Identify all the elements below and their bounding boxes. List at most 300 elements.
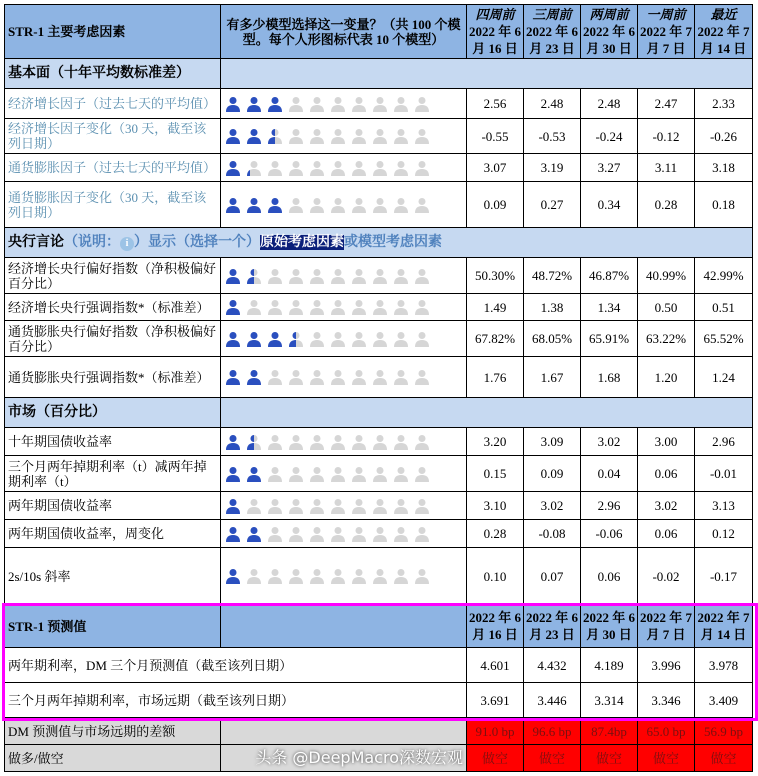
person-icon bbox=[226, 299, 240, 315]
value-cell: 1.20 bbox=[638, 357, 695, 398]
person-icon bbox=[394, 96, 408, 112]
person-icon bbox=[247, 96, 261, 112]
person-icon bbox=[289, 526, 303, 542]
factor-row bbox=[5, 548, 753, 605]
value-cell: 3.19 bbox=[524, 154, 581, 182]
section-header bbox=[5, 398, 753, 428]
model-count-icons bbox=[224, 526, 463, 542]
note-text: ）显示（选择一个） bbox=[134, 234, 260, 250]
date-label: 2022 年 6 月 30 日 bbox=[582, 24, 635, 56]
value-cell: 2.48 bbox=[581, 89, 638, 119]
value-cell: -0.12 bbox=[638, 119, 695, 154]
value-cell: 0.10 bbox=[467, 548, 524, 605]
person-icon bbox=[268, 331, 282, 347]
value-cell: 48.72% bbox=[524, 258, 581, 294]
person-icon bbox=[352, 498, 366, 514]
week-label: 两周前 bbox=[589, 7, 629, 22]
summary-value: 做空 bbox=[638, 745, 695, 772]
factor-table bbox=[4, 4, 753, 772]
person-icon bbox=[373, 197, 387, 213]
person-icon bbox=[394, 526, 408, 542]
person-icon bbox=[373, 526, 387, 542]
raw-factors-option[interactable]: 原始考虑因素 bbox=[260, 234, 344, 250]
section-title-cell bbox=[5, 228, 753, 258]
person-icon bbox=[331, 96, 345, 112]
value-cell: 3.02 bbox=[581, 428, 638, 456]
person-icon bbox=[331, 526, 345, 542]
person-icon bbox=[415, 466, 429, 482]
date-label: 2022 年 6 月 16 日 bbox=[468, 24, 521, 56]
person-icon bbox=[310, 128, 324, 144]
forecast-value: 3.996 bbox=[638, 648, 695, 683]
model-count-icons bbox=[224, 299, 463, 315]
person-icon bbox=[373, 568, 387, 584]
model-count-cell bbox=[221, 492, 467, 520]
forecast-date: 2022 年 6 月 16 日 bbox=[467, 605, 524, 648]
factor-label: 经济增长因子（过去七天的平均值） bbox=[5, 89, 221, 119]
value-cell: 0.06 bbox=[581, 548, 638, 605]
column-header bbox=[581, 5, 638, 59]
model-count-cell bbox=[221, 548, 467, 605]
person-icon bbox=[310, 96, 324, 112]
value-cell: 65.52% bbox=[695, 321, 753, 357]
person-icon bbox=[226, 268, 240, 284]
person-icon bbox=[247, 128, 261, 144]
value-cell: 0.18 bbox=[695, 182, 753, 228]
header-title: STR-1 主要考虑因素 bbox=[5, 5, 221, 59]
factor-label: 两年期国债收益率 bbox=[5, 492, 221, 520]
date-label: 2022 年 6 月 23 日 bbox=[525, 24, 578, 56]
value-cell: -0.06 bbox=[581, 520, 638, 548]
model-count-cell bbox=[221, 154, 467, 182]
value-cell: -0.53 bbox=[524, 119, 581, 154]
value-cell: 1.24 bbox=[695, 357, 753, 398]
person-icon bbox=[247, 526, 261, 542]
section-title: 市场（百分比） bbox=[5, 398, 221, 428]
value-cell: 3.00 bbox=[638, 428, 695, 456]
person-icon bbox=[373, 498, 387, 514]
person-icon bbox=[247, 466, 261, 482]
value-cell: 3.11 bbox=[638, 154, 695, 182]
factor-label: 通货膨胀因子变化（30 天，截至该列日期） bbox=[5, 182, 221, 228]
person-icon bbox=[415, 526, 429, 542]
person-icon bbox=[331, 331, 345, 347]
header-row bbox=[5, 5, 753, 59]
person-icon bbox=[373, 466, 387, 482]
person-icon bbox=[268, 299, 282, 315]
person-icon bbox=[268, 434, 282, 450]
person-icon bbox=[289, 197, 303, 213]
summary-label: 做多/做空 bbox=[5, 745, 221, 772]
forecast-value: 4.601 bbox=[467, 648, 524, 683]
forecast-label: 三个月两年掉期利率，市场远期（截至该列日期） bbox=[5, 683, 467, 718]
person-icon bbox=[394, 268, 408, 284]
model-count-cell bbox=[221, 89, 467, 119]
person-icon bbox=[289, 369, 303, 385]
week-label: 四周前 bbox=[475, 7, 515, 22]
value-cell: 67.82% bbox=[467, 321, 524, 357]
value-cell: 1.38 bbox=[524, 294, 581, 321]
person-icon bbox=[268, 466, 282, 482]
model-count-cell bbox=[221, 294, 467, 321]
person-icon bbox=[394, 160, 408, 176]
summary-filler bbox=[221, 718, 467, 745]
person-icon bbox=[226, 498, 240, 514]
forecast-value: 3.446 bbox=[524, 683, 581, 718]
person-icon bbox=[352, 299, 366, 315]
summary-label: DM 预测值与市场远期的差额 bbox=[5, 718, 221, 745]
forecast-value: 4.432 bbox=[524, 648, 581, 683]
person-icon bbox=[289, 434, 303, 450]
person-icon bbox=[268, 268, 282, 284]
value-cell: 0.28 bbox=[467, 520, 524, 548]
factor-row bbox=[5, 89, 753, 119]
factor-row bbox=[5, 258, 753, 294]
forecast-title: STR-1 预测值 bbox=[5, 605, 221, 648]
forecast-value: 3.314 bbox=[581, 683, 638, 718]
value-cell: 2.96 bbox=[581, 492, 638, 520]
value-cell: 42.99% bbox=[695, 258, 753, 294]
person-icon bbox=[352, 466, 366, 482]
value-cell: 0.09 bbox=[467, 182, 524, 228]
factor-row bbox=[5, 119, 753, 154]
person-icon bbox=[289, 160, 303, 176]
forecast-row bbox=[5, 648, 753, 683]
value-cell: 2.47 bbox=[638, 89, 695, 119]
model-count-cell bbox=[221, 456, 467, 492]
value-cell: 40.99% bbox=[638, 258, 695, 294]
factor-label: 经济增长因子变化（30 天，截至该列日期） bbox=[5, 119, 221, 154]
forecast-row bbox=[5, 683, 753, 718]
week-label: 三周前 bbox=[532, 7, 572, 22]
value-cell: 3.20 bbox=[467, 428, 524, 456]
person-icon bbox=[415, 197, 429, 213]
person-icon bbox=[415, 268, 429, 284]
model-count-icons bbox=[224, 466, 463, 482]
value-cell: 46.87% bbox=[581, 258, 638, 294]
person-icon bbox=[331, 128, 345, 144]
summary-value: 87.4bp bbox=[581, 718, 638, 745]
value-cell: 65.91% bbox=[581, 321, 638, 357]
person-icon bbox=[247, 369, 261, 385]
value-cell: 3.09 bbox=[524, 428, 581, 456]
person-icon bbox=[394, 128, 408, 144]
model-count-cell bbox=[221, 357, 467, 398]
person-icon bbox=[352, 568, 366, 584]
person-icon bbox=[268, 498, 282, 514]
value-cell: 0.04 bbox=[581, 456, 638, 492]
person-icon bbox=[394, 498, 408, 514]
factor-label: 2s/10s 斜率 bbox=[5, 548, 221, 605]
person-icon bbox=[268, 128, 282, 144]
watermark: 头条 @DeepMacro深数宏观 bbox=[255, 748, 463, 767]
value-cell: 3.13 bbox=[695, 492, 753, 520]
model-count-cell bbox=[221, 428, 467, 456]
person-icon bbox=[226, 197, 240, 213]
summary-value: 做空 bbox=[467, 745, 524, 772]
value-cell: 0.34 bbox=[581, 182, 638, 228]
summary-value: 65.0 bp bbox=[638, 718, 695, 745]
date-label: 2022 年 7 月 7 日 bbox=[639, 24, 692, 56]
person-icon bbox=[415, 568, 429, 584]
person-icon bbox=[331, 498, 345, 514]
value-cell: 2.96 bbox=[695, 428, 753, 456]
person-icon bbox=[352, 331, 366, 347]
person-icon bbox=[310, 369, 324, 385]
summary-row bbox=[5, 718, 753, 745]
person-icon bbox=[352, 369, 366, 385]
model-count-icons bbox=[224, 331, 463, 347]
week-label: 一周前 bbox=[646, 7, 686, 22]
forecast-value: 4.189 bbox=[581, 648, 638, 683]
person-icon bbox=[331, 197, 345, 213]
person-icon bbox=[268, 369, 282, 385]
section-filler bbox=[221, 59, 753, 89]
factor-label: 经济增长央行强调指数*（标准差） bbox=[5, 294, 221, 321]
date-label: 2022 年 7 月 14 日 bbox=[697, 24, 750, 56]
person-icon bbox=[268, 160, 282, 176]
week-label: 最近 bbox=[710, 7, 737, 22]
value-cell: 63.22% bbox=[638, 321, 695, 357]
forecast-value: 3.691 bbox=[467, 683, 524, 718]
factor-label: 通货膨胀因子（过去七天的平均值） bbox=[5, 154, 221, 182]
value-cell: 0.06 bbox=[638, 456, 695, 492]
person-icon bbox=[268, 96, 282, 112]
value-cell: 3.07 bbox=[467, 154, 524, 182]
value-cell: -0.24 bbox=[581, 119, 638, 154]
forecast-label: 两年期利率，DM 三个月预测值（截至该列日期） bbox=[5, 648, 467, 683]
factor-row bbox=[5, 321, 753, 357]
value-cell: -0.26 bbox=[695, 119, 753, 154]
forecast-date: 2022 年 6 月 23 日 bbox=[524, 605, 581, 648]
column-header bbox=[524, 5, 581, 59]
person-icon bbox=[226, 466, 240, 482]
value-cell: 1.34 bbox=[581, 294, 638, 321]
section-header bbox=[5, 228, 753, 258]
person-icon bbox=[373, 331, 387, 347]
model-count-icons bbox=[224, 369, 463, 385]
person-icon bbox=[226, 96, 240, 112]
model-count-cell bbox=[221, 119, 467, 154]
value-cell: 3.27 bbox=[581, 154, 638, 182]
column-header bbox=[695, 5, 753, 59]
person-icon bbox=[268, 568, 282, 584]
factor-row bbox=[5, 154, 753, 182]
person-icon bbox=[352, 526, 366, 542]
person-icon bbox=[247, 434, 261, 450]
forecast-value: 3.346 bbox=[638, 683, 695, 718]
summary-value: 做空 bbox=[581, 745, 638, 772]
person-icon bbox=[352, 197, 366, 213]
person-icon bbox=[352, 434, 366, 450]
person-icon bbox=[415, 498, 429, 514]
person-icon bbox=[289, 299, 303, 315]
section-title: 央行言论 bbox=[8, 234, 64, 250]
person-icon bbox=[373, 268, 387, 284]
value-cell: 50.30% bbox=[467, 258, 524, 294]
model-count-cell bbox=[221, 258, 467, 294]
person-icon bbox=[310, 526, 324, 542]
person-icon bbox=[352, 96, 366, 112]
person-icon bbox=[310, 466, 324, 482]
forecast-value: 3.409 bbox=[695, 683, 753, 718]
person-icon bbox=[310, 268, 324, 284]
person-icon bbox=[394, 369, 408, 385]
person-icon bbox=[289, 498, 303, 514]
person-icon bbox=[310, 331, 324, 347]
forecast-date: 2022 年 6 月 30 日 bbox=[581, 605, 638, 648]
note-text: （说明： bbox=[64, 234, 120, 250]
person-icon bbox=[289, 268, 303, 284]
section-title: 基本面（十年平均数标准差） bbox=[5, 59, 221, 89]
summary-value: 56.9 bp bbox=[695, 718, 753, 745]
value-cell: 0.51 bbox=[695, 294, 753, 321]
column-header bbox=[638, 5, 695, 59]
models-question: 有多少模型选择这一变量？（共 100 个模型。每个人形图标代表 10 个模型） bbox=[221, 5, 467, 59]
person-icon bbox=[289, 331, 303, 347]
forecast-filler bbox=[221, 605, 467, 648]
factor-row bbox=[5, 456, 753, 492]
person-icon bbox=[247, 299, 261, 315]
person-icon bbox=[310, 299, 324, 315]
value-cell: -0.17 bbox=[695, 548, 753, 605]
value-cell: 1.68 bbox=[581, 357, 638, 398]
person-icon bbox=[289, 568, 303, 584]
person-icon bbox=[352, 128, 366, 144]
value-cell: 0.09 bbox=[524, 456, 581, 492]
value-cell: 0.50 bbox=[638, 294, 695, 321]
value-cell: -0.01 bbox=[695, 456, 753, 492]
person-icon bbox=[415, 160, 429, 176]
model-count-cell bbox=[221, 520, 467, 548]
person-icon bbox=[352, 160, 366, 176]
factor-row bbox=[5, 357, 753, 398]
value-cell: 3.18 bbox=[695, 154, 753, 182]
summary-row bbox=[5, 745, 753, 772]
person-icon bbox=[331, 434, 345, 450]
person-icon bbox=[415, 299, 429, 315]
value-cell: 0.06 bbox=[638, 520, 695, 548]
person-icon bbox=[226, 369, 240, 385]
forecast-header-row bbox=[5, 605, 753, 648]
factor-label: 三个月两年掉期利率（t）减两年掉期利率（t） bbox=[5, 456, 221, 492]
person-icon bbox=[226, 568, 240, 584]
person-icon bbox=[394, 466, 408, 482]
value-cell: 0.27 bbox=[524, 182, 581, 228]
person-icon bbox=[247, 568, 261, 584]
factor-row bbox=[5, 492, 753, 520]
factor-label: 通货膨胀央行偏好指数（净积极偏好百分比） bbox=[5, 321, 221, 357]
person-icon bbox=[247, 197, 261, 213]
forecast-value: 3.978 bbox=[695, 648, 753, 683]
person-icon bbox=[352, 268, 366, 284]
person-icon bbox=[331, 466, 345, 482]
person-icon bbox=[247, 160, 261, 176]
person-icon bbox=[373, 128, 387, 144]
person-icon bbox=[268, 526, 282, 542]
value-cell: 2.33 bbox=[695, 89, 753, 119]
info-icon[interactable]: i bbox=[120, 237, 134, 251]
value-cell: -0.08 bbox=[524, 520, 581, 548]
person-icon bbox=[289, 96, 303, 112]
factor-label: 两年期国债收益率，周变化 bbox=[5, 520, 221, 548]
factor-row bbox=[5, 520, 753, 548]
summary-filler bbox=[221, 745, 467, 772]
summary-value: 96.6 bp bbox=[524, 718, 581, 745]
person-icon bbox=[373, 434, 387, 450]
person-icon bbox=[394, 434, 408, 450]
value-cell: -0.02 bbox=[638, 548, 695, 605]
value-cell: 0.12 bbox=[695, 520, 753, 548]
value-cell: 1.76 bbox=[467, 357, 524, 398]
model-count-cell bbox=[221, 321, 467, 357]
value-cell: 0.28 bbox=[638, 182, 695, 228]
model-count-icons bbox=[224, 96, 463, 112]
factor-row bbox=[5, 294, 753, 321]
person-icon bbox=[289, 128, 303, 144]
factor-row bbox=[5, 182, 753, 228]
person-icon bbox=[394, 331, 408, 347]
person-icon bbox=[289, 466, 303, 482]
factor-row bbox=[5, 428, 753, 456]
person-icon bbox=[373, 160, 387, 176]
person-icon bbox=[226, 160, 240, 176]
summary-value: 91.0 bp bbox=[467, 718, 524, 745]
value-cell: 3.02 bbox=[638, 492, 695, 520]
factor-label: 通货膨胀央行强调指数*（标准差） bbox=[5, 357, 221, 398]
model-count-icons bbox=[224, 498, 463, 514]
person-icon bbox=[310, 498, 324, 514]
person-icon bbox=[247, 268, 261, 284]
factor-label: 十年期国债收益率 bbox=[5, 428, 221, 456]
model-count-cell bbox=[221, 182, 467, 228]
value-cell: 3.02 bbox=[524, 492, 581, 520]
person-icon bbox=[247, 498, 261, 514]
person-icon bbox=[310, 160, 324, 176]
person-icon bbox=[331, 268, 345, 284]
value-cell: 3.10 bbox=[467, 492, 524, 520]
model-factors-option[interactable]: 或模型考虑因素 bbox=[344, 234, 442, 250]
value-cell: 2.56 bbox=[467, 89, 524, 119]
section-header bbox=[5, 59, 753, 89]
person-icon bbox=[310, 568, 324, 584]
person-icon bbox=[394, 197, 408, 213]
value-cell: 2.48 bbox=[524, 89, 581, 119]
value-cell: 0.07 bbox=[524, 548, 581, 605]
person-icon bbox=[394, 568, 408, 584]
person-icon bbox=[331, 568, 345, 584]
model-count-icons bbox=[224, 568, 463, 584]
person-icon bbox=[247, 331, 261, 347]
person-icon bbox=[415, 96, 429, 112]
value-cell: 0.15 bbox=[467, 456, 524, 492]
value-cell: -0.55 bbox=[467, 119, 524, 154]
value-cell: 1.67 bbox=[524, 357, 581, 398]
person-icon bbox=[226, 434, 240, 450]
model-count-icons bbox=[224, 160, 463, 176]
person-icon bbox=[415, 369, 429, 385]
person-icon bbox=[331, 299, 345, 315]
person-icon bbox=[415, 331, 429, 347]
person-icon bbox=[373, 299, 387, 315]
person-icon bbox=[268, 197, 282, 213]
model-count-icons bbox=[224, 434, 463, 450]
forecast-date: 2022 年 7 月 14 日 bbox=[695, 605, 753, 648]
model-count-icons bbox=[224, 197, 463, 213]
column-header bbox=[467, 5, 524, 59]
forecast-date: 2022 年 7 月 7 日 bbox=[638, 605, 695, 648]
factor-label: 经济增长央行偏好指数（净积极偏好百分比） bbox=[5, 258, 221, 294]
